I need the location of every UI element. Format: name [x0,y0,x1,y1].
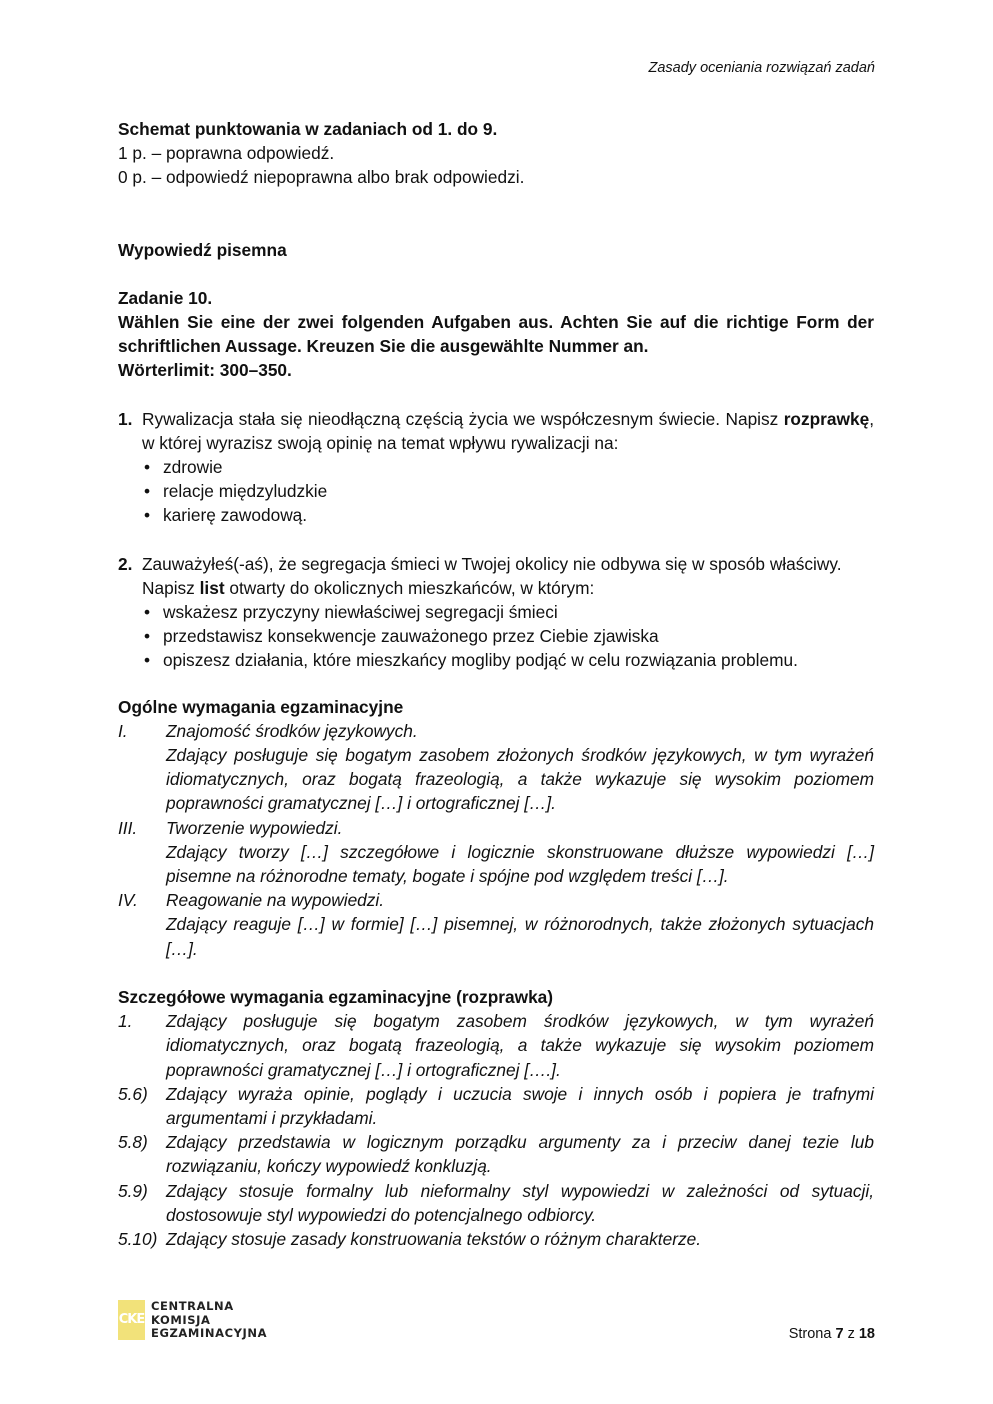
document-header: Zasady oceniania rozwiązań zadań [648,60,875,76]
option-2-text: Napisz list otwarty do okolicznych mieszkańców, w którym: [142,577,595,598]
option-number: 2. [118,553,133,574]
option-1-intro: Rywalizacja stała się nieodłączną częścią życia we współczesnym świecie. Napisz [142,408,779,429]
option-1-text [142,407,874,455]
task-option-2 [118,552,874,673]
option-1-rest: , w której wyrazisz swoją opinię na temat wpływu rywalizacji na: [142,408,874,453]
option-1-form: rozprawkę [783,408,870,429]
section-heading: Wypowiedź pisemna [118,239,287,260]
requirement-item: 1. Zdający posługuje się bogatym zasobem środków językowych, w tym wyrażeń idiomatycznych, oraz bogatą frazeologią, a także wykazuje się wysokim poziomem poprawności gramatycznej […] i ortograficznej [….]. [118,1011,874,1080]
option-2-intro: Zauważyłeś(-aś), że segregacja śmieci w Twojej okolicy nie odbywa się w sposób właściwy. [142,553,842,574]
cke-logo-icon: CKE [118,1300,145,1340]
requirement-item: 5.10) Zdający stosuje zasady konstruowania tekstów o różnym charakterze. [118,1228,702,1249]
scoring-heading: Schemat punktowania w zadaniach od 1. do 9. [118,119,498,139]
option-1-bullets [142,455,874,528]
list-item: • przedstawisz konsekwencje zauważonego przez Ciebie zjawiska [144,626,659,647]
cke-logo-text: CENTRALNA KOMISJA EGZAMINACYJNA [151,1299,268,1340]
task-instruction: Wählen Sie eine der zwei folgenden Aufgaben aus. Achten Sie auf die richtige Form der schriftlichen Aussage. Kreuzen Sie die ausgewählte Nummer an. [118,312,874,357]
task-option-1 [118,407,874,528]
list-item: • zdrowie [144,457,223,478]
option-2-bullets [142,600,874,673]
task-word-limit: Wörterlimit: 300–350. [118,360,292,381]
list-item: • karierę zawodową. [144,505,308,526]
option-2-form: list [199,577,225,598]
detailed-requirements-heading: Szczegółowe wymagania egzaminacyjne (rozprawka) [118,986,554,1007]
option-number: 1. [118,408,133,429]
general-requirements-heading: Ogólne wymagania egzaminacyjne [118,696,404,717]
requirement-item: 5.9) Zdający stosuje formalny lub nieformalny styl wypowiedzi w zależności od sytuacji, dostosowuje styl wypowiedzi do potencjalnego odbiorcy. [118,1180,874,1225]
requirement-item: I. Znajomość środków językowych. Zdający posługuje się bogatym zasobem złożonych środków językowych, w tym wyrażeń idiomatycznych, oraz bogatą frazeologią, a także wykazuje się wysokim poziomem poprawności gramatycznej […] i ortograficznej […]. [118,720,874,814]
page-content [118,117,874,1251]
list-item: • wskażesz przyczyny niewłaściwej segregacji śmieci [144,602,558,623]
scoring-line-1: 1 p. – poprawna odpowiedź. [118,143,335,164]
page-number: Strona 7 z 18 [788,1326,875,1342]
requirement-item: III. Tworzenie wypowiedzi. Zdający tworzy […] szczegółowe i logicznie skonstruowane dłuższe wypowiedzi […] pisemne na różnorodne tematy, bogate i spójne pod względem treści […]. [118,817,874,887]
list-item: • opiszesz działania, które mieszkańcy mogliby podjąć w celu rozwiązania problemu. [144,650,798,671]
scoring-line-2: 0 p. – odpowiedź niepoprawna albo brak odpowiedzi. [118,167,525,188]
requirement-item: 5.8) Zdający przedstawia w logicznym porządku argumenty za i przeciw danej tezie lub rozwiązaniu, kończy wypowiedź konkluzją. [118,1132,874,1177]
task-title: Zadanie 10. [118,287,213,308]
list-item: • relacje międzyludzkie [144,481,328,502]
requirement-item: 5.6) Zdający wyraża opinie, poglądy i uczucia swoje i innych osób i popiera je trafnymi argumentami i przykładami. [118,1083,874,1128]
requirement-item: IV. Reagowanie na wypowiedzi. Zdający reaguje […] w formie] […] pisemnej, w różnorodnych, także złożonych sytuacjach […]. [118,890,874,959]
cke-logo [118,1300,267,1341]
